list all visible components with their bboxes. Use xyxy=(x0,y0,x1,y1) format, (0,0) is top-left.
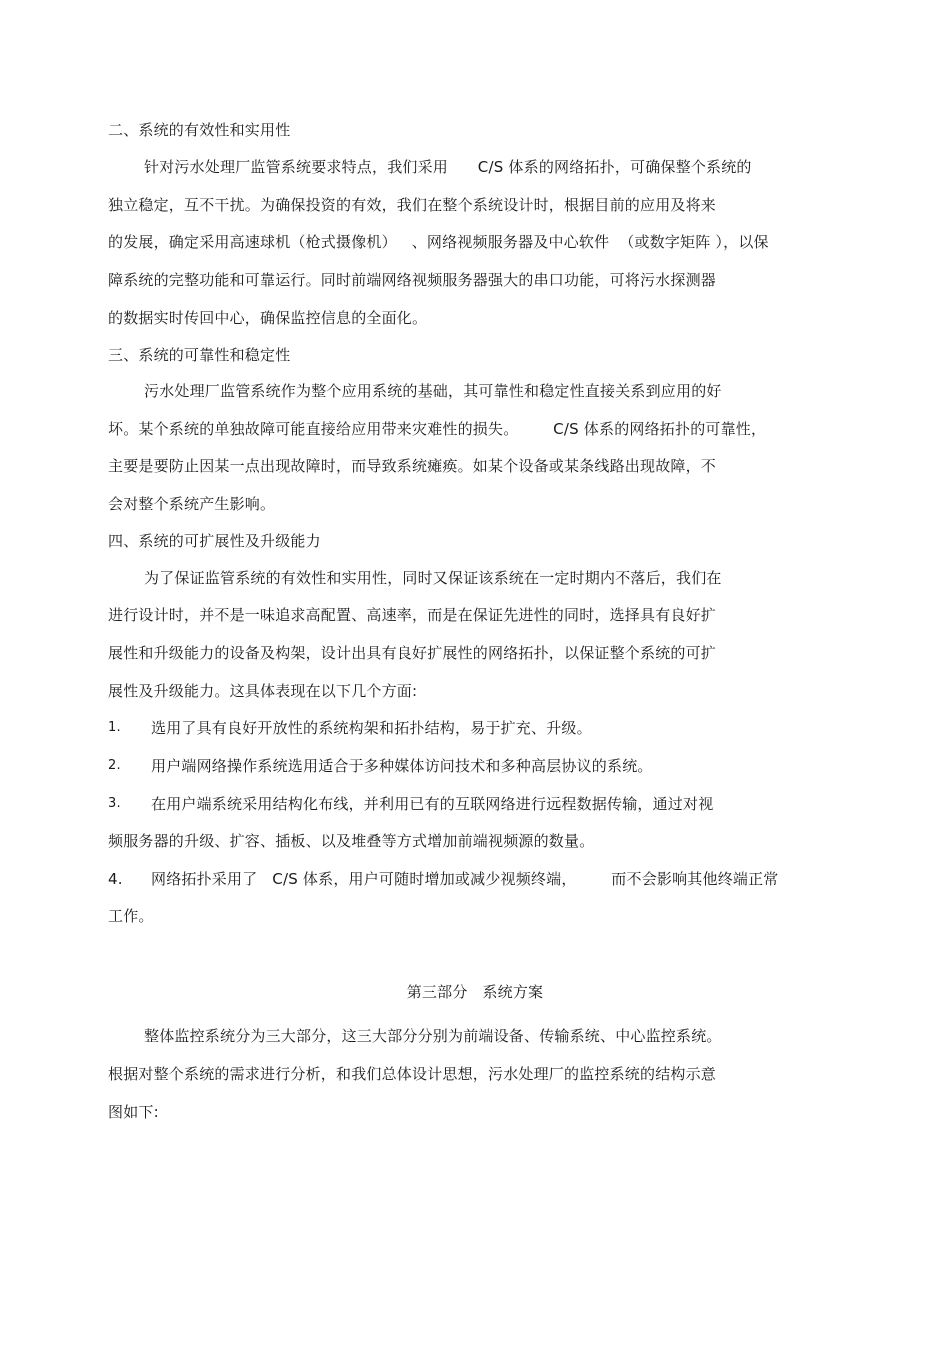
list-item: 选用了具有良好开放性的系统构架和拓扑结构，易于扩充、升级。 xyxy=(151,719,592,737)
list-item-number: 2. xyxy=(108,758,121,773)
list-item-number: 3. xyxy=(108,796,121,811)
paragraph-line: 独立稳定，互不干扰。为确保投资的有效，我们在整个系统设计时，根据目前的应用及将来 xyxy=(108,196,717,214)
paragraph-line: 为了保证监管系统的有效性和实用性，同时又保证该系统在一定时期内不落后，我们在 xyxy=(144,569,722,587)
list-item: 在用户端系统采用结构化布线，并利用已有的互联网络进行远程数据传输，通过对视 xyxy=(151,795,714,813)
paragraph-line: 展性及升级能力。这具体表现在以下几个方面: xyxy=(108,682,418,700)
paragraph-line: 图如下: xyxy=(108,1103,159,1121)
paragraph-line: 污水处理厂监管系统作为整个应用系统的基础，其可靠性和稳定性直接关系到应用的好 xyxy=(144,382,722,400)
paragraph-line: 展性和升级能力的设备及构架，设计出具有良好扩展性的网络拓扑，以保证整个系统的可扩 xyxy=(108,644,717,662)
part-title: 第三部分 系统方案 xyxy=(406,983,544,1001)
list-item: 用户端网络操作系统选用适合于多种媒体访问技术和多种高层协议的系统。 xyxy=(151,757,653,775)
section-heading-reliability: 三、系统的可靠性和稳定性 xyxy=(108,346,291,364)
paragraph-line: 主要是要防止因某一点出现故障时，而导致系统瘫痪。如某个设备或某条线路出现故障，不 xyxy=(108,457,717,475)
list-item-continuation: 频服务器的升级、扩容、插板、以及堆叠等方式增加前端视频源的数量。 xyxy=(108,832,595,850)
paragraph-line: 的发展，确定采用高速球机（枪式摄像机） 、网络视频服务器及中心软件 （或数字矩阵 ），以保 xyxy=(108,233,769,251)
section-heading-scalability: 四、系统的可扩展性及升级能力 xyxy=(108,532,321,550)
paragraph-line: 会对整个系统产生影响。 xyxy=(108,495,276,513)
paragraph-line: 根据对整个系统的需求进行分析，和我们总体设计思想，污水处理厂的监控系统的结构示意 xyxy=(108,1065,717,1083)
paragraph-line: 的数据实时传回中心，确保监控信息的全面化。 xyxy=(108,309,428,327)
section-heading-effectiveness: 二、系统的有效性和实用性 xyxy=(108,121,291,139)
paragraph-line: 障系统的完整功能和可靠运行。同时前端网络视频服务器强大的串口功能，可将污水探测器 xyxy=(108,271,717,289)
list-item-number: 1. xyxy=(108,720,121,735)
list-item: 网络拓扑采用了 C/S 体系，用户可随时增加或减少视频终端， 而不会影响其他终端正常 xyxy=(151,870,779,888)
list-item-continuation: 工作。 xyxy=(108,907,154,925)
paragraph-line: 坏。某个系统的单独故障可能直接给应用带来灾难性的损失。 C/S 体系的网络拓扑的可靠性， xyxy=(108,420,767,438)
paragraph-line: 进行设计时，并不是一味追求高配置、高速率，而是在保证先进性的同时，选择具有良好扩 xyxy=(108,606,717,624)
paragraph-line: 整体监控系统分为三大部分，这三大部分分别为前端设备、传输系统、中心监控系统。 xyxy=(144,1027,722,1045)
list-item-number: 4. xyxy=(108,870,123,888)
paragraph-line: 针对污水处理厂监管系统要求特点，我们采用 C/S 体系的网络拓扑，可确保整个系统的 xyxy=(144,158,752,176)
